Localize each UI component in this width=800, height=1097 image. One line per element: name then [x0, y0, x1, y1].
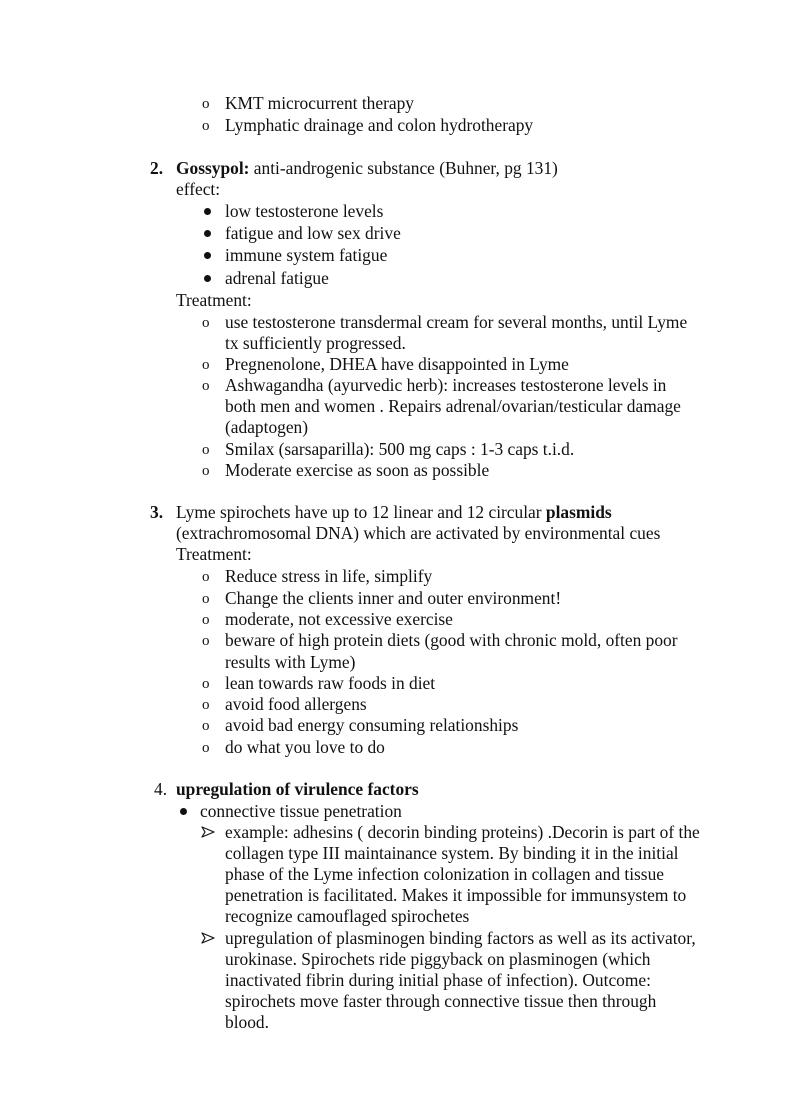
effect-label: effect: [176, 179, 221, 199]
circle-bullet-icon: o [202, 633, 210, 649]
list-item: moderate, not excessive exercise [225, 609, 453, 629]
list-item: use testosterone transdermal cream for several months, until Lyme [225, 312, 688, 332]
list-item: connective tissue penetration [200, 801, 402, 821]
circle-bullet-icon: o [202, 591, 210, 607]
section-intro [176, 502, 612, 523]
treatment-label: Treatment: [176, 544, 252, 564]
section-intro-bold: plasmids [545, 502, 612, 522]
circle-bullet-icon: o [202, 740, 210, 756]
section-intro-text: Lyme spirochets have up to 12 linear and 12 circular [176, 502, 546, 522]
section-number: 4. [154, 779, 168, 799]
circle-bullet-icon: o [202, 442, 210, 458]
bullet-dot-icon [204, 208, 211, 215]
list-item-continuation: blood. [225, 1012, 269, 1032]
list-item: Change the clients inner and outer environment! [225, 588, 562, 608]
list-item: avoid bad energy consuming relationships [225, 715, 519, 735]
list-item-continuation: inactivated fibrin during initial phase of infection). Outcome: [225, 970, 651, 990]
list-item: immune system fatigue [225, 245, 388, 265]
list-item-continuation: both men and women . Repairs adrenal/ovarian/testicular damage [225, 396, 681, 416]
list-item-continuation: recognize camouflaged spirochetes [225, 906, 470, 926]
circle-bullet-icon: o [202, 612, 210, 628]
arrow-bullet-icon [201, 932, 215, 944]
list-item-continuation: tx sufficiently progressed. [225, 333, 406, 353]
list-item-continuation: (adaptogen) [225, 417, 309, 437]
list-item: Reduce stress in life, simplify [225, 566, 433, 586]
circle-bullet-icon: o [202, 463, 210, 479]
list-item-continuation: results with Lyme) [225, 652, 356, 672]
section-term: Gossypol: [176, 158, 250, 178]
list-item: do what you love to do [225, 737, 385, 757]
circle-bullet-icon: o [202, 569, 210, 585]
section-heading: upregulation of virulence factors [176, 779, 419, 799]
circle-bullet-icon: o [202, 378, 210, 394]
list-item: Lymphatic drainage and colon hydrotherapy [225, 115, 534, 135]
list-item: avoid food allergens [225, 694, 367, 714]
list-item: beware of high protein diets (good with chronic mold, often poor [225, 630, 678, 650]
list-item: Ashwagandha (ayurvedic herb): increases testosterone levels in [225, 375, 667, 395]
circle-bullet-icon: o [202, 118, 210, 134]
list-item: fatigue and low sex drive [225, 223, 401, 243]
circle-bullet-icon: o [202, 676, 210, 692]
list-item-continuation: spirochets move faster through connective tissue then through [225, 991, 657, 1011]
section-intro-continuation: (extrachromosomal DNA) which are activated by environmental cues [176, 523, 661, 543]
section-description: anti-androgenic substance (Buhner, pg 131) [249, 158, 558, 178]
treatment-label: Treatment: [176, 290, 252, 310]
list-item: upregulation of plasminogen binding factors as well as its activator, [225, 928, 696, 948]
list-item-continuation: phase of the Lyme infection colonization in collagen and tissue [225, 864, 664, 884]
bullet-dot-icon [204, 230, 211, 237]
list-item: Pregnenolone, DHEA have disappointed in Lyme [225, 354, 569, 374]
list-item: KMT microcurrent therapy [225, 93, 414, 113]
bullet-dot-icon [180, 808, 187, 815]
list-item-continuation: urokinase. Spirochets ride piggyback on plasminogen (which [225, 949, 651, 969]
section-number: 2. [150, 158, 164, 178]
list-item: example: adhesins ( decorin binding proteins) .Decorin is part of the [225, 822, 700, 842]
circle-bullet-icon: o [202, 357, 210, 373]
arrow-bullet-icon [201, 826, 215, 838]
list-item-continuation: penetration is facilitated. Makes it impossible for immunsystem to [225, 885, 687, 905]
section-number: 3. [150, 502, 164, 522]
circle-bullet-icon: o [202, 96, 210, 112]
list-item: Moderate exercise as soon as possible [225, 460, 490, 480]
list-item: Smilax (sarsaparilla): 500 mg caps : 1-3 caps t.i.d. [225, 439, 575, 459]
list-item: low testosterone levels [225, 201, 384, 221]
circle-bullet-icon: o [202, 315, 210, 331]
bullet-dot-icon [204, 275, 211, 282]
section-heading [176, 158, 558, 179]
bullet-dot-icon [204, 252, 211, 259]
circle-bullet-icon: o [202, 718, 210, 734]
circle-bullet-icon: o [202, 697, 210, 713]
list-item-continuation: collagen type III maintainance system. By binding it in the initial [225, 843, 679, 863]
list-item: lean towards raw foods in diet [225, 673, 436, 693]
list-item: adrenal fatigue [225, 268, 329, 288]
